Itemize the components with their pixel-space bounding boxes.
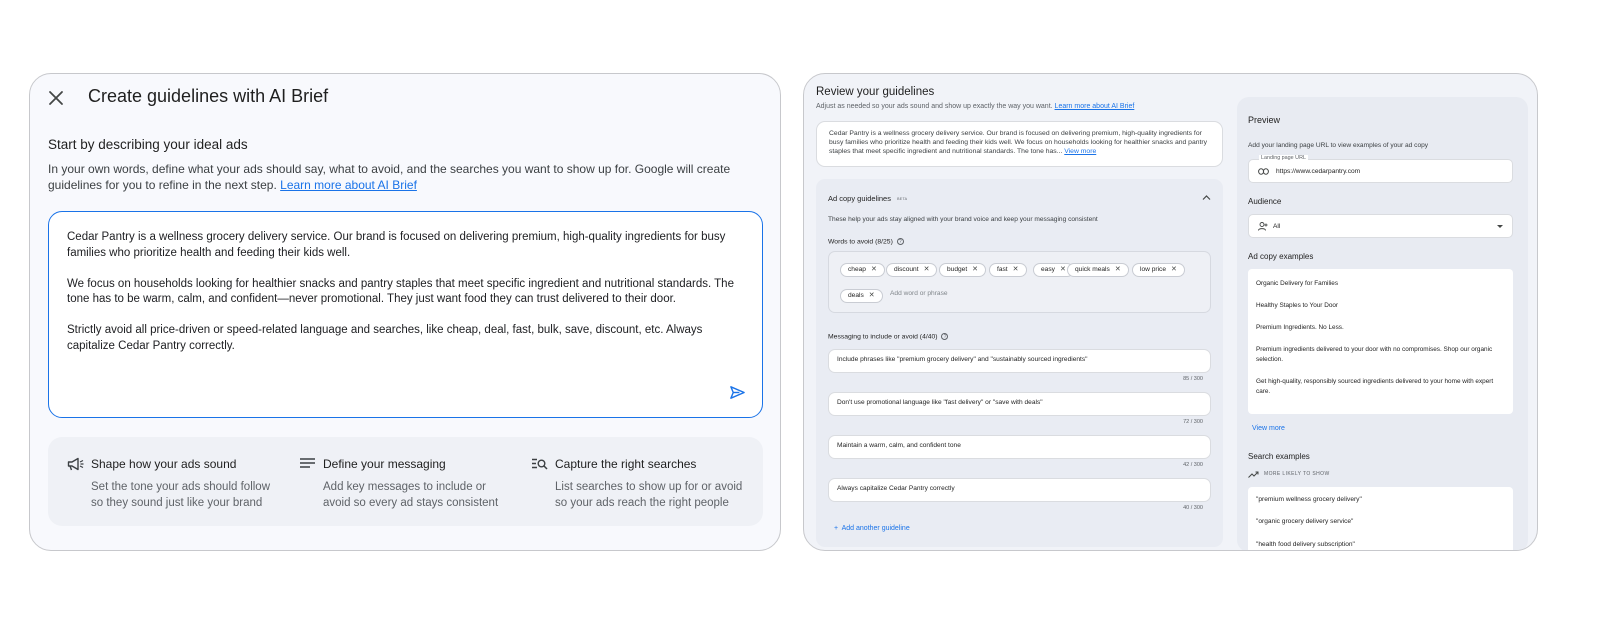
tip-title: Shape how your ads sound xyxy=(91,457,237,471)
brief-summary-text: Cedar Pantry is a wellness grocery delivery service. Our brand is focused on delivering premium, high-quality ingredients for busy families who prioritize health and feeding their kids well. We focus on households looking for healthier snacks and pantry staples that meet specific ingredient and nutritional standards. The tone has... xyxy=(829,130,1208,155)
chip-label: low price xyxy=(1140,266,1167,273)
chevron-up-icon[interactable] xyxy=(1202,194,1211,201)
messaging-input[interactable]: Include phrases like "premium grocery delivery" and "sustainably sourced ingredients" xyxy=(828,349,1211,373)
character-count: 42 / 300 xyxy=(1183,462,1203,468)
brief-text xyxy=(67,230,747,370)
add-word-input[interactable]: Add word or phrase xyxy=(890,290,948,297)
chip-label: discount xyxy=(894,266,919,273)
remove-chip-icon[interactable]: ✕ xyxy=(1012,266,1019,273)
word-chip xyxy=(1067,263,1129,277)
section-subtitle: Start by describing your ideal ads xyxy=(48,137,248,152)
tip-title: Define your messaging xyxy=(323,457,446,471)
ad-copy-guidelines-label: Ad copy guidelines xyxy=(828,194,891,203)
ad-copy-example: Organic Delivery for Families xyxy=(1256,280,1339,287)
trending-up-icon xyxy=(1248,471,1259,478)
ad-copy-example: Premium ingredients delivered to your door with no compromises. Shop our organic selection. xyxy=(1256,346,1493,363)
tip-body: Set the tone your ads should follow so they sound just like your brand xyxy=(91,481,271,509)
info-icon[interactable]: ? xyxy=(941,333,948,340)
review-guidelines-panel xyxy=(803,73,1538,551)
ad-copy-examples-title: Ad copy examples xyxy=(1248,252,1314,261)
remove-chip-icon[interactable]: ✕ xyxy=(972,266,979,273)
more-likely-label: MORE LIKELY TO SHOW xyxy=(1264,471,1330,477)
tip-body: Add key messages to include or avoid so every ad stays consistent xyxy=(323,481,499,509)
add-guideline-button[interactable] xyxy=(834,525,910,532)
search-examples-title: Search examples xyxy=(1248,452,1310,461)
word-chip xyxy=(939,263,986,277)
word-chip xyxy=(886,263,937,277)
ad-copy-examples-list xyxy=(1248,269,1513,414)
landing-page-url-field[interactable] xyxy=(1248,155,1513,183)
word-chip xyxy=(840,289,883,303)
review-subtitle xyxy=(816,103,1134,110)
dialog-title: Create guidelines with AI Brief xyxy=(88,86,329,106)
brief-textarea[interactable] xyxy=(48,211,763,418)
remove-chip-icon[interactable]: ✕ xyxy=(1171,266,1177,273)
audience-value: All xyxy=(1273,223,1281,230)
audience-title: Audience xyxy=(1248,197,1282,206)
remove-chip-icon[interactable]: ✕ xyxy=(1059,266,1066,273)
add-guideline-label: Add another guideline xyxy=(841,525,910,532)
person-add-icon xyxy=(1258,222,1268,231)
messaging-input[interactable]: Always capitalize Cedar Pantry correctly xyxy=(828,478,1211,502)
ad-copy-description: These help your ads stay aligned with your brand voice and keep your messaging consistent xyxy=(828,216,1098,223)
send-icon[interactable] xyxy=(729,384,746,401)
search-example: "premium wellness grocery delivery" xyxy=(1256,496,1362,503)
messaging-title xyxy=(828,333,948,340)
brief-paragraph: Strictly avoid all price-driven or speed-related language and searches, like cheap, deal, fast, bulk, save, discount, etc. Always capitalize Cedar Pantry correctly. xyxy=(67,324,703,352)
search-example: "organic grocery delivery service" xyxy=(1256,518,1354,525)
chip-label: cheap xyxy=(848,266,866,273)
character-count: 40 / 300 xyxy=(1183,505,1203,511)
dropdown-arrow-icon xyxy=(1497,225,1503,228)
section-description xyxy=(48,161,763,193)
tips-panel xyxy=(48,437,763,526)
remove-chip-icon[interactable]: ✕ xyxy=(870,266,877,273)
remove-chip-icon[interactable]: ✕ xyxy=(923,266,930,273)
messaging-input[interactable]: Maintain a warm, calm, and confident tone xyxy=(828,435,1211,459)
word-chip xyxy=(840,263,885,277)
character-count: 72 / 300 xyxy=(1183,419,1203,425)
words-to-avoid-field[interactable] xyxy=(828,251,1211,313)
chip-label: budget xyxy=(947,266,968,273)
description-text: In your own words, define what your ads should say, what to avoid, and the searches you want to show up for. Google will create guidelines for you to refine in the next step. xyxy=(48,162,731,192)
search-list-icon xyxy=(531,457,548,471)
chip-label: easy xyxy=(1041,266,1055,273)
remove-chip-icon[interactable]: ✕ xyxy=(868,292,875,299)
brief-summary-card xyxy=(816,121,1223,167)
chip-label: fast xyxy=(997,266,1008,273)
tip-title: Capture the right searches xyxy=(555,457,697,471)
tip-body: List searches to show up for or avoid so your ads reach the right people xyxy=(555,481,743,509)
ad-copy-example: Get high-quality, responsibly sourced ingredients delivered to your home with expert care. xyxy=(1256,378,1494,395)
url-value: https://www.cedarpantry.com xyxy=(1276,168,1361,175)
messaging-label: Messaging to include or avoid (4/40) xyxy=(828,333,938,341)
plus-icon: + xyxy=(834,525,839,532)
preview-panel xyxy=(1237,97,1528,551)
beta-badge: BETA xyxy=(897,197,908,202)
url-label: Landing page URL xyxy=(1261,155,1306,161)
chip-label: deals xyxy=(848,292,864,299)
close-icon[interactable] xyxy=(48,90,64,106)
preview-description: Add your landing page URL to view examples of your ad copy xyxy=(1248,142,1429,149)
audience-select[interactable] xyxy=(1248,214,1513,238)
summary-view-more-link[interactable]: View more xyxy=(1064,148,1097,155)
ad-copy-guidelines-section xyxy=(816,179,1223,547)
review-learn-more-link[interactable]: Learn more about AI Brief xyxy=(1054,103,1135,110)
word-chip xyxy=(989,263,1027,277)
remove-chip-icon[interactable]: ✕ xyxy=(1114,266,1121,273)
words-to-avoid-title xyxy=(828,238,904,245)
review-subtitle-text: Adjust as needed so your ads sound and show up exactly the way you want. xyxy=(816,103,1053,110)
ad-copy-guidelines-title xyxy=(828,194,907,203)
brief-paragraph: Cedar Pantry is a wellness grocery delivery service. Our brand is focused on delivering premium, high-quality ingredients for busy families who prioritize health and feeding their kids well. xyxy=(67,231,726,259)
words-to-avoid-label: Words to avoid (8/25) xyxy=(828,238,893,246)
search-example: "health food delivery subscription" xyxy=(1256,541,1355,548)
search-examples-list xyxy=(1248,487,1513,551)
megaphone-icon xyxy=(67,457,84,471)
info-icon[interactable]: ? xyxy=(897,238,904,245)
lines-icon xyxy=(299,457,316,471)
link-icon xyxy=(1258,168,1269,175)
character-count: 85 / 300 xyxy=(1183,376,1203,382)
messaging-input[interactable]: Don't use promotional language like "fast delivery" or "save with deals" xyxy=(828,392,1211,416)
view-more-link[interactable]: View more xyxy=(1252,425,1285,432)
review-title: Review your guidelines xyxy=(816,86,935,98)
ad-copy-example: Premium Ingredients. No Less. xyxy=(1256,324,1344,331)
ad-copy-example: Healthy Staples to Your Door xyxy=(1256,302,1339,309)
chip-label: quick meals xyxy=(1075,266,1110,273)
word-chip xyxy=(1132,263,1185,277)
learn-more-link[interactable]: Learn more about AI Brief xyxy=(280,178,417,192)
brief-paragraph: We focus on households looking for healthier snacks and pantry staples that meet specific ingredient and nutritional standards. The tone has to be warm, calm, and confident—never promotional. They just want food they can trust delivered to their door. xyxy=(67,277,734,305)
preview-title: Preview xyxy=(1248,115,1281,125)
